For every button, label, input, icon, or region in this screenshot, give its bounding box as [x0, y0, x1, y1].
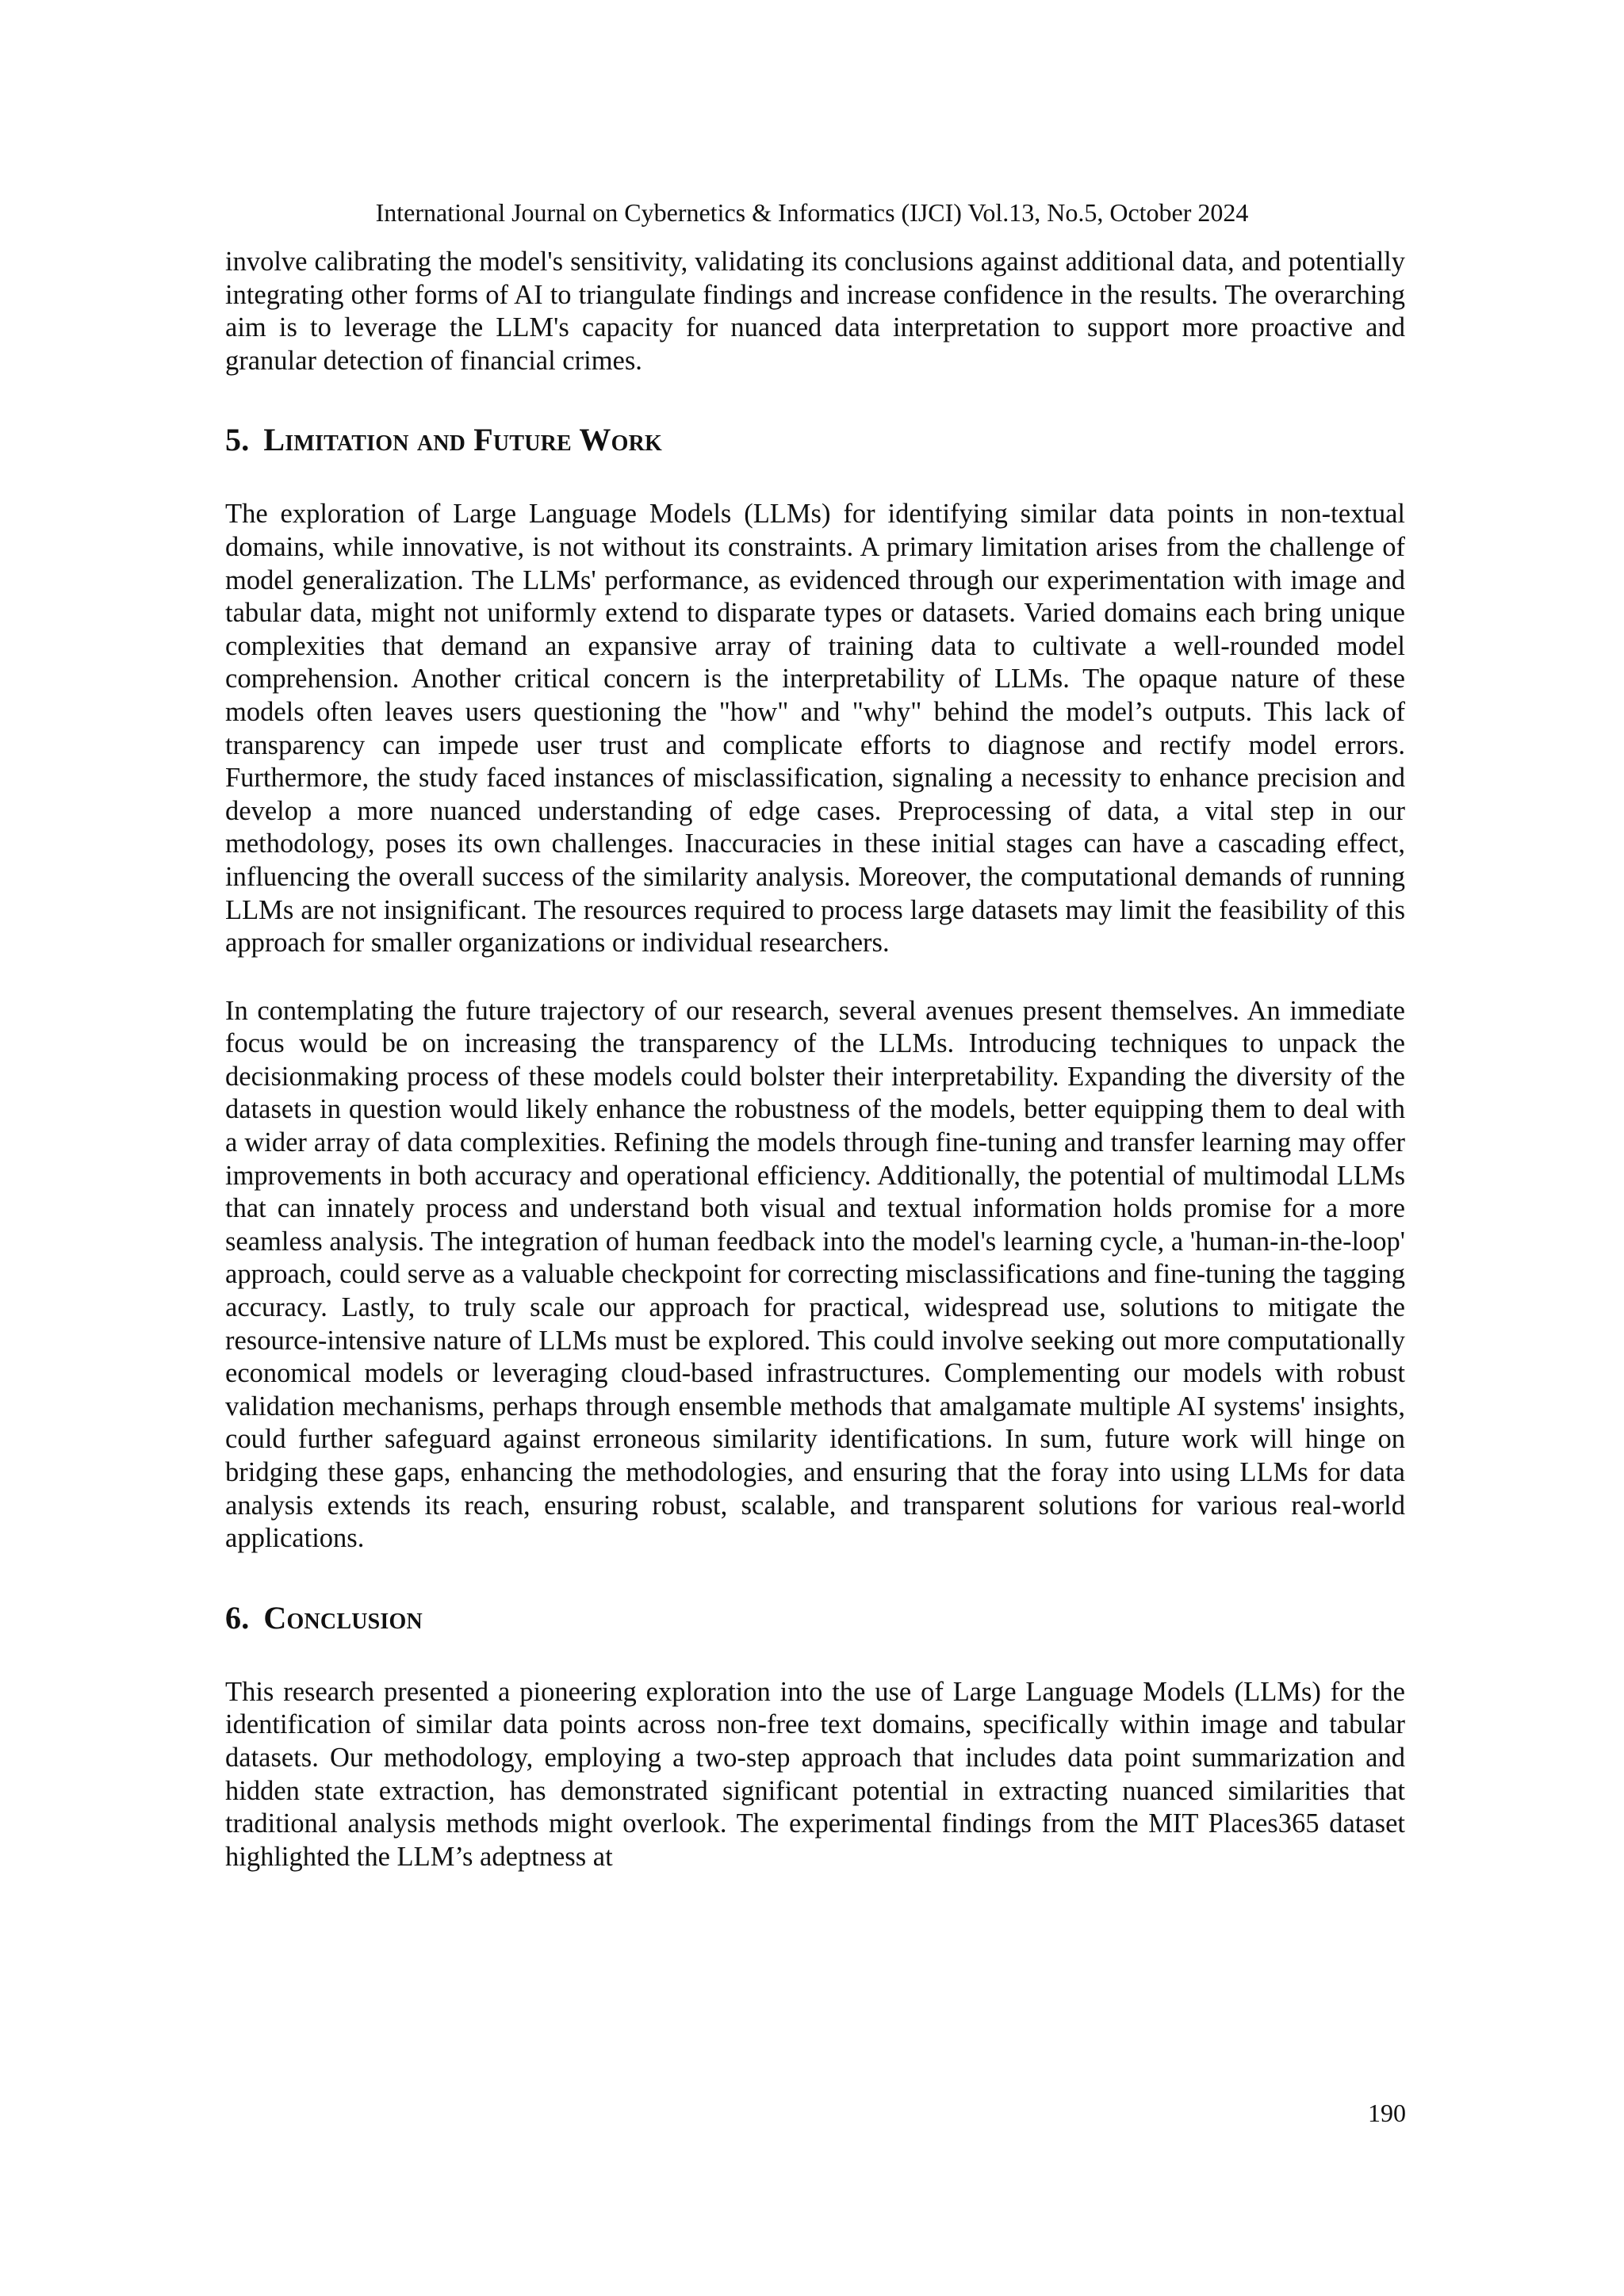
section-number: 5.	[225, 422, 250, 458]
future-work-paragraph: In contemplating the future trajectory of our research, several avenues present themselves. An immediate focus would be on increasing the transparency of the LLMs. Introducing techniques to unpack the decisionmaking process of these models could bolster their interpretability. Expanding the diversity of the datasets in question would likely enhance the robustness of the models, better equipping them to deal with a wider array of data complexities. Refining the models through fine-tuning and transfer learning may offer improvements in both accuracy and operational efficiency. Additionally, the potential of multimodal LLMs that can innately process and understand both visual and textual information holds promise for a more seamless analysis. The integration of human feedback into the model's learning cycle, a 'human-in-the-loop' approach, could serve as a valuable checkpoint for correcting misclassifications and fine-tuning the tagging accuracy. Lastly, to truly scale our approach for practical, widespread use, solutions to mitigate the resource-intensive nature of LLMs must be explored. This could involve seeking out more computationally economical models or leveraging cloud-based infrastructures. Complementing our models with robust validation mechanisms, perhaps through ensemble methods that amalgamate multiple AI systems' insights, could further safeguard against erroneous similarity identifications. In sum, future work will hinge on bridging these gaps, enhancing the methodologies, and ensuring that the foray into using LLMs for data analysis extends its reach, ensuring robust, scalable, and transparent solutions for various real-world applications.	[225, 995, 1405, 1554]
section-heading-limitation	[225, 420, 1405, 460]
conclusion-paragraph: This research presented a pioneering exploration into the use of Large Language Models (LLMs) for the identification of similar data points across non-free text domains, specifically within image and tabular datasets. Our methodology, employing a two-step approach that includes data point summarization and hidden state extraction, has demonstrated significant potential in extracting nuanced similarities that traditional analysis methods might overlook. The experimental findings from the MIT Places365 dataset highlighted the LLM’s adeptness at	[225, 1676, 1405, 1872]
running-head: International Journal on Cybernetics & Informatics (IJCI) Vol.13, No.5, October 2024	[375, 198, 1249, 227]
limitation-paragraph: The exploration of Large Language Models (LLMs) for identifying similar data points in non-textual domains, while innovative, is not without its constraints. A primary limitation arises from the challenge of model generalization. The LLMs' performance, as evidenced through our experimentation with image and tabular data, might not uniformly extend to disparate types or datasets. Varied domains each bring unique complexities that demand an expansive array of training data to cultivate a well-rounded model comprehension. Another critical concern is the interpretability of LLMs. The opaque nature of these models often leaves users questioning the "how" and "why" behind the model’s outputs. This lack of transparency can impede user trust and complicate efforts to diagnose and rectify model errors. Furthermore, the study faced instances of misclassification, signaling a necessity to enhance precision and develop a more nuanced understanding of edge cases. Preprocessing of data, a vital step in our methodology, poses its own challenges. Inaccuracies in these initial stages can have a cascading effect, influencing the overall success of the similarity analysis. Moreover, the computational demands of running LLMs are not insignificant. The resources required to process large datasets may limit the feasibility of this approach for smaller organizations or individual researchers.	[225, 499, 1405, 959]
page-number: 190	[1368, 2099, 1406, 2127]
intro-paragraph: involve calibrating the model's sensitivity, validating its conclusions against additional data, and potentially integrating other forms of AI to triangulate findings and increase confidence in the results. The overarching aim is to leverage the LLM's capacity for nuanced data interpretation to support more proactive and granular detection of financial crimes.	[225, 247, 1405, 376]
section-title: Limitation and Future Work	[263, 422, 662, 458]
section-number: 6.	[225, 1599, 250, 1636]
page-body	[225, 246, 1405, 1908]
section-heading-conclusion	[225, 1598, 1405, 1638]
section-title: Conclusion	[263, 1599, 423, 1636]
